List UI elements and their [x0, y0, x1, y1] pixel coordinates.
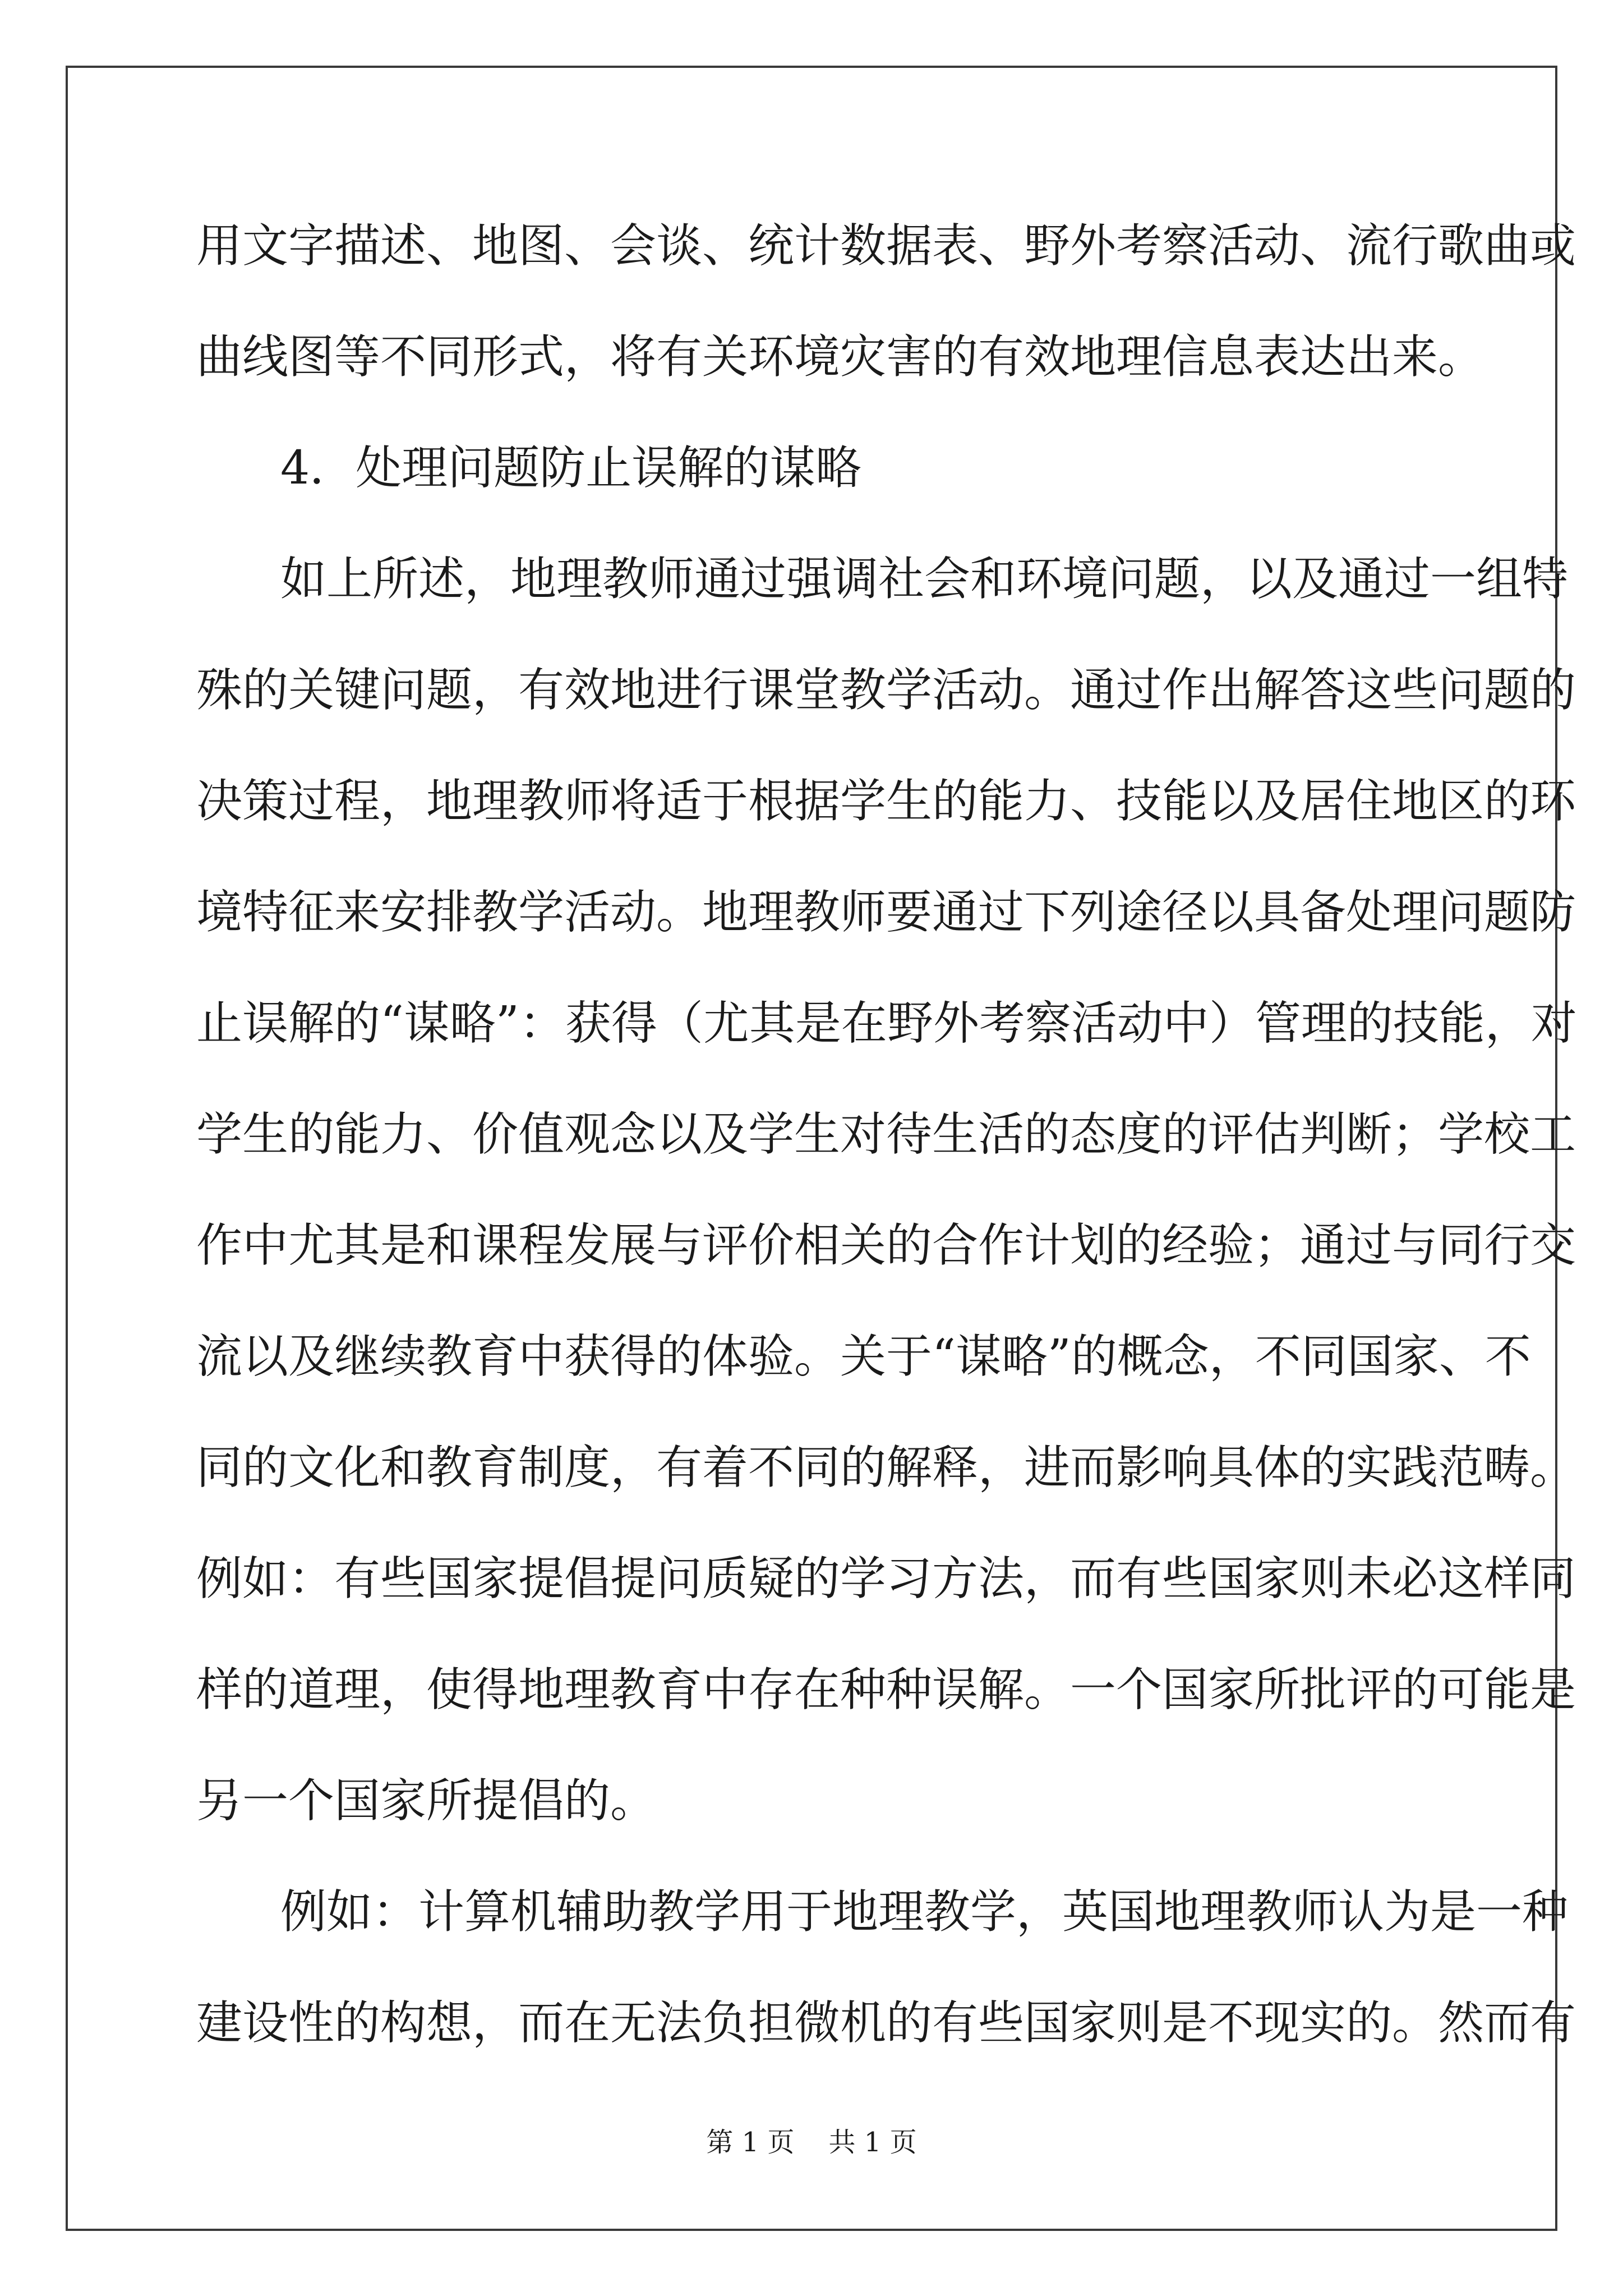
text-line-8: 止误解的“谋略”：获得（尤其是在野外考察活动中）管理的技能，对 — [196, 997, 1577, 1050]
text-line-5: 殊的关键问题，有效地进行课堂教学活动。通过作出解答这些问题的 — [196, 664, 1576, 717]
text-line-6: 决策过程，地理教师将适于根据学生的能力、技能以及居住地区的环 — [196, 775, 1576, 828]
text-line-1: 用文字描述、地图、会谈、统计数据表、野外考察活动、流行歌曲或 — [196, 219, 1576, 273]
text-line-9: 学生的能力、价值观念以及学生对待生活的态度的评估判断；学校工 — [196, 1108, 1576, 1161]
text-line-4: 如上所述，地理教师通过强调社会和环境问题，以及通过一组特 — [280, 553, 1569, 606]
text-line-12: 同的文化和教育制度，有着不同的解释，进而影响具体的实践范畴。 — [196, 1441, 1576, 1494]
text-line-13: 例如：有些国家提倡提问质疑的学习方法，而有些国家则未必这样同 — [196, 1552, 1576, 1605]
page-number-footer: 第 1 页 共 1 页 — [706, 2127, 917, 2158]
document-body — [196, 191, 1577, 2079]
text-line-16: 例如：计算机辅助教学用于地理教学，英国地理教师认为是一种 — [280, 1885, 1569, 1939]
text-line-11: 流以及继续教育中获得的体验。关于“谋略”的概念，不同国家、不 — [196, 1330, 1531, 1383]
section-heading: 4．处理问题防止误解的谋略 — [280, 441, 862, 495]
text-line-15: 另一个国家所提倡的。 — [196, 1774, 657, 1828]
text-line-17: 建设性的构想，而在无法负担微机的有些国家则是不现实的。然而有 — [196, 1996, 1576, 2050]
text-line-14: 样的道理，使得地理教育中存在种种误解。一个国家所批评的可能是 — [196, 1663, 1576, 1717]
text-line-2: 曲线图等不同形式，将有关环境灾害的有效地理信息表达出来。 — [196, 330, 1484, 384]
text-line-10: 作中尤其是和课程发展与评价相关的合作计划的经验；通过与同行交 — [196, 1219, 1576, 1272]
text-line-7: 境特征来安排教学活动。地理教师要通过下列途径以具备处理问题防 — [196, 886, 1576, 939]
